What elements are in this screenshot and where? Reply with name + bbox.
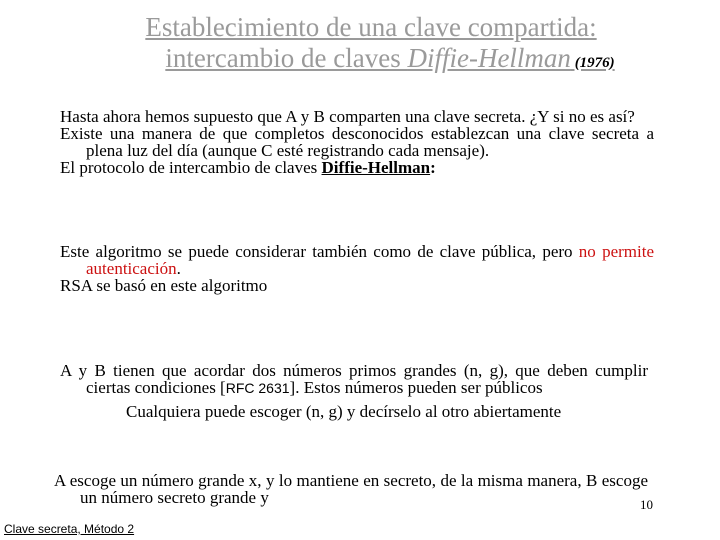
intro-paragraph-3 (60, 159, 654, 176)
secret-block (54, 472, 648, 506)
no-authentication-note: no permite autenticación (86, 242, 654, 278)
intro-paragraph-2: Existe una manera de que completos desconocidos establezcan una clave secreta a plena luz del día (aunque C esté registrando cada mensaje). (60, 124, 654, 160)
intro-paragraph-1: Hasta ahora hemos supuesto que A y B comparten una clave secreta. ¿Y si no es así? (60, 107, 635, 126)
algorithm-p1-suffix: . (176, 259, 181, 278)
title-line-2 (0, 43, 720, 79)
algorithm-p1-prefix: Este algoritmo se puede considerar también como de clave pública, pero (60, 242, 579, 261)
slide-title (0, 12, 720, 79)
algorithm-block (60, 243, 654, 294)
title-line-2-prefix: intercambio de claves (165, 43, 408, 73)
page-number: 10 (640, 497, 653, 512)
algorithm-paragraph-2: RSA se basó en este algoritmo (60, 276, 268, 295)
title-year: (1976) (570, 55, 615, 71)
algorithm-paragraph-1 (60, 243, 654, 277)
intro-p3-suffix: : (430, 158, 436, 177)
secret-paragraph-1: A escoge un número grande x, y lo mantiene en secreto, de la misma manera, B escoge un número secreto grande y (54, 471, 648, 507)
diffie-hellman-term: Diffie-Hellman (321, 158, 431, 177)
title-diffie-hellman: Diffie-Hellman (407, 43, 571, 73)
intro-p3-prefix: El protocolo de intercambio de claves (60, 158, 322, 177)
primes-block (60, 362, 648, 420)
primes-p1-prefix: A y B tienen que acordar dos números primos grandes (n, g), que deben cumplir ciertas condiciones [ (60, 361, 648, 397)
rfc-reference: RFC 2631 (225, 380, 290, 396)
intro-block (60, 108, 654, 176)
primes-p1-suffix: ]. Estos números pueden ser públicos (289, 378, 543, 397)
title-line-1: Establecimiento de una clave compartida: (145, 12, 597, 42)
primes-paragraph-1 (60, 362, 648, 397)
primes-paragraph-2: Cualquiera puede escoger (n, g) y decírselo al otro abiertamente (126, 402, 562, 421)
footer-link[interactable]: Clave secreta, Método 2 (4, 522, 135, 536)
